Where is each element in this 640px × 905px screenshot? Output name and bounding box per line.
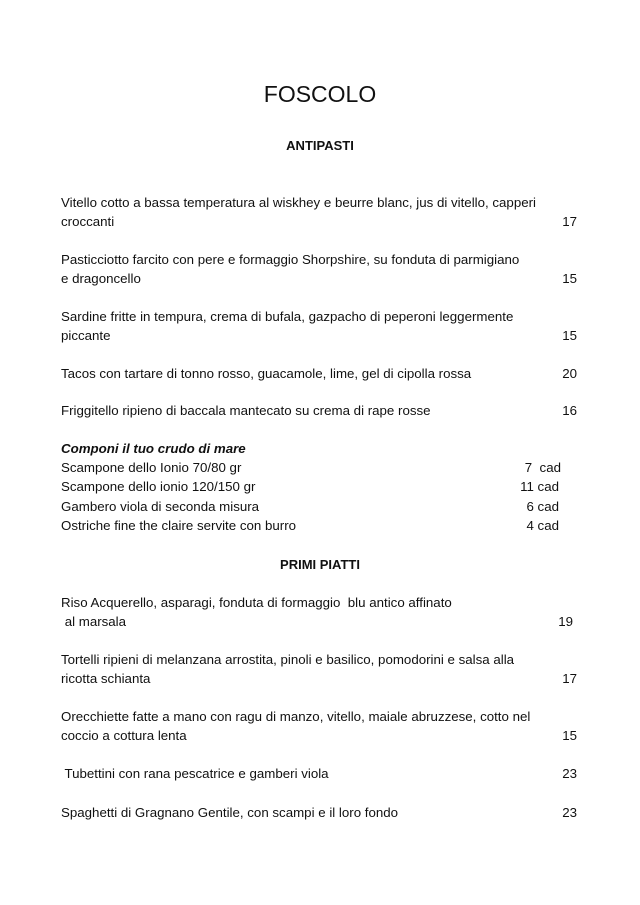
item-price: 15 [562, 328, 577, 343]
item-name: Scampone dello Ionio 70/80 gr [61, 460, 242, 475]
item-description: Vitello cotto a bassa temperatura al wiskhey e beurre blanc, jus di vitello, capperi [61, 195, 537, 210]
item-price: 19 [558, 614, 573, 629]
section-heading-antipasti: ANTIPASTI [286, 138, 354, 153]
item-name: Scampone dello ionio 120/150 gr [61, 479, 256, 494]
item-price: 4 cad [526, 518, 559, 533]
item-price: 15 [562, 271, 577, 286]
item-name: Ostriche fine the claire servite con burro [61, 518, 297, 533]
item-name: Gambero viola di seconda misura [61, 499, 260, 514]
item-description: Orecchiette fatte a mano con ragu di manzo, vitello, maiale abruzzese, cotto nel [61, 709, 531, 724]
item-price: 23 [562, 766, 577, 781]
item-description: piccante [61, 328, 111, 343]
item-price: 15 [562, 728, 577, 743]
item-price: 23 [562, 805, 577, 820]
item-description: Spaghetti di Gragnano Gentile, con scampi e il loro fondo [61, 805, 399, 820]
item-description: al marsala [61, 614, 127, 629]
item-description: ricotta schianta [61, 671, 151, 686]
item-description: Riso Acquerello, asparagi, fonduta di formaggio blu antico affinato [61, 595, 452, 610]
item-description: Tacos con tartare di tonno rosso, guacamole, lime, gel di cipolla rossa [61, 366, 472, 381]
item-description: coccio a cottura lenta [61, 728, 187, 743]
item-description: Friggitello ripieno di baccala mantecato su crema di rape rosse [61, 403, 431, 418]
item-description: Tubettini con rana pescatrice e gamberi viola [61, 766, 329, 781]
item-price: 11 cad [520, 479, 559, 494]
item-price: 7 cad [524, 460, 561, 475]
item-price: 16 [562, 403, 577, 418]
item-description: e dragoncello [61, 271, 141, 286]
item-price: 6 cad [526, 499, 559, 514]
item-price: 20 [562, 366, 577, 381]
item-description: Sardine fritte in tempura, crema di bufala, gazpacho di peperoni leggermente [61, 309, 514, 324]
item-description: Pasticciotto farcito con pere e formaggio Shorpshire, su fonduta di parmigiano [61, 252, 520, 267]
restaurant-title: FOSCOLO [263, 81, 377, 107]
crudo-heading: Componi il tuo crudo di mare [61, 441, 246, 456]
item-price: 17 [562, 214, 577, 229]
item-description: croccanti [61, 214, 115, 229]
section-heading-primi: PRIMI PIATTI [280, 557, 360, 572]
item-price: 17 [562, 671, 577, 686]
item-description: Tortelli ripieni di melanzana arrostita, pinoli e basilico, pomodorini e salsa alla [61, 652, 515, 667]
